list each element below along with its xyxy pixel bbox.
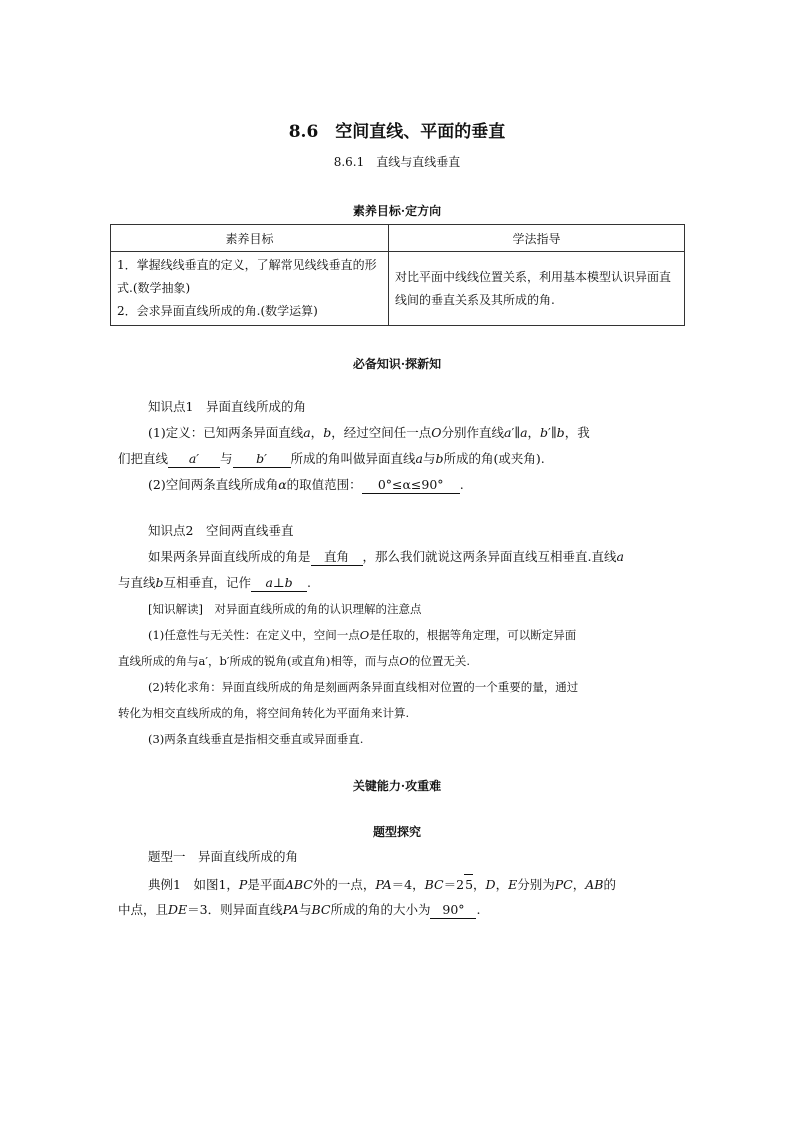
kp1-line3: (2)空间两条直线所成角α的取值范围： 0°≤α≤90° . xyxy=(148,477,464,492)
answer-blank: 90° xyxy=(430,901,476,919)
note-heading: [知识解读] 对异面直线所成的角的认识理解的注意点 xyxy=(148,602,422,616)
answer-blank: 直角 xyxy=(311,548,363,566)
section-heading-abilities: 关键能力·攻重难 xyxy=(352,779,442,793)
goals-table-header-guide: 学法指导 xyxy=(389,225,685,252)
guide-cell: 对比平面中线线位置关系，利用基本模型认识异面直线间的垂直关系及其所成的角. xyxy=(389,252,685,326)
page-subtitle: 8.6.1 直线与直线垂直 xyxy=(333,155,461,169)
note-p2-line2: 转化为相交直线所成的角，将空间角转化为平面角来计算. xyxy=(118,706,410,720)
note-p1-line2: 直线所成的角与a′，b′所成的锐角(或直角)相等，而与点O的位置无关. xyxy=(118,654,471,668)
kp1-line2: 们把直线 a′ 与 b′ 所成的角叫做异面直线a与b所成的角(或夹角). xyxy=(118,451,545,466)
note-p2-line1: (2)转化求角：异面直线所成的角是刻画两条异面直线相对位置的一个重要的量，通过 xyxy=(148,680,579,694)
answer-blank: a⊥b xyxy=(251,574,307,592)
answer-blank: b′ xyxy=(233,450,291,468)
section-heading-explore: 题型探究 xyxy=(372,825,421,839)
goals-cell xyxy=(111,252,389,326)
answer-blank: 0°≤α≤90° xyxy=(362,476,460,494)
goals-table xyxy=(110,224,685,326)
kp1-line1: (1)定义：已知两条异面直线a，b，经过空间任一点O分别作直线a′∥a，b′∥b，我 xyxy=(148,425,590,440)
kp1-title: 知识点1 异面直线所成的角 xyxy=(148,399,306,414)
answer-blank: a′ xyxy=(168,450,220,468)
example-1-line2: 中点，且DE＝3．则异面直线PA与BC所成的角的大小为 90° . xyxy=(118,902,481,917)
question-type-1: 题型一 异面直线所成的角 xyxy=(148,849,299,864)
note-p1-line1: (1)任意性与无关性：在定义中，空间一点O是任取的，根据等角定理，可以断定异面 xyxy=(148,628,577,642)
page-title: 8.6 空间直线、平面的垂直 xyxy=(288,122,506,142)
kp2-line1: 如果两条异面直线所成的角是 直角 ，那么我们就说这两条异面直线互相垂直.直线a xyxy=(148,549,624,564)
kp2-title: 知识点2 空间两直线垂直 xyxy=(148,523,294,538)
goals-table-header-goal: 素养目标 xyxy=(111,225,389,252)
goal-item-2: 2．会求异面直线所成的角.(数学运算) xyxy=(117,304,318,318)
kp2-line2: 与直线b互相垂直，记作 a⊥b . xyxy=(118,575,312,590)
goal-item-1: 1．掌握线线垂直的定义，了解常见线线垂直的形式.(数学抽象) xyxy=(117,258,377,295)
section-heading-knowledge: 必备知识·探新知 xyxy=(352,357,442,371)
section-heading-goals: 素养目标·定方向 xyxy=(352,204,442,218)
note-p3: (3)两条直线垂直是指相交垂直或异面垂直. xyxy=(148,732,364,746)
example-1-line1: 典例1 如图1，P是平面ABC外的一点，PA＝4，BC＝25，D，E分别为PC，AB的 xyxy=(148,874,616,895)
